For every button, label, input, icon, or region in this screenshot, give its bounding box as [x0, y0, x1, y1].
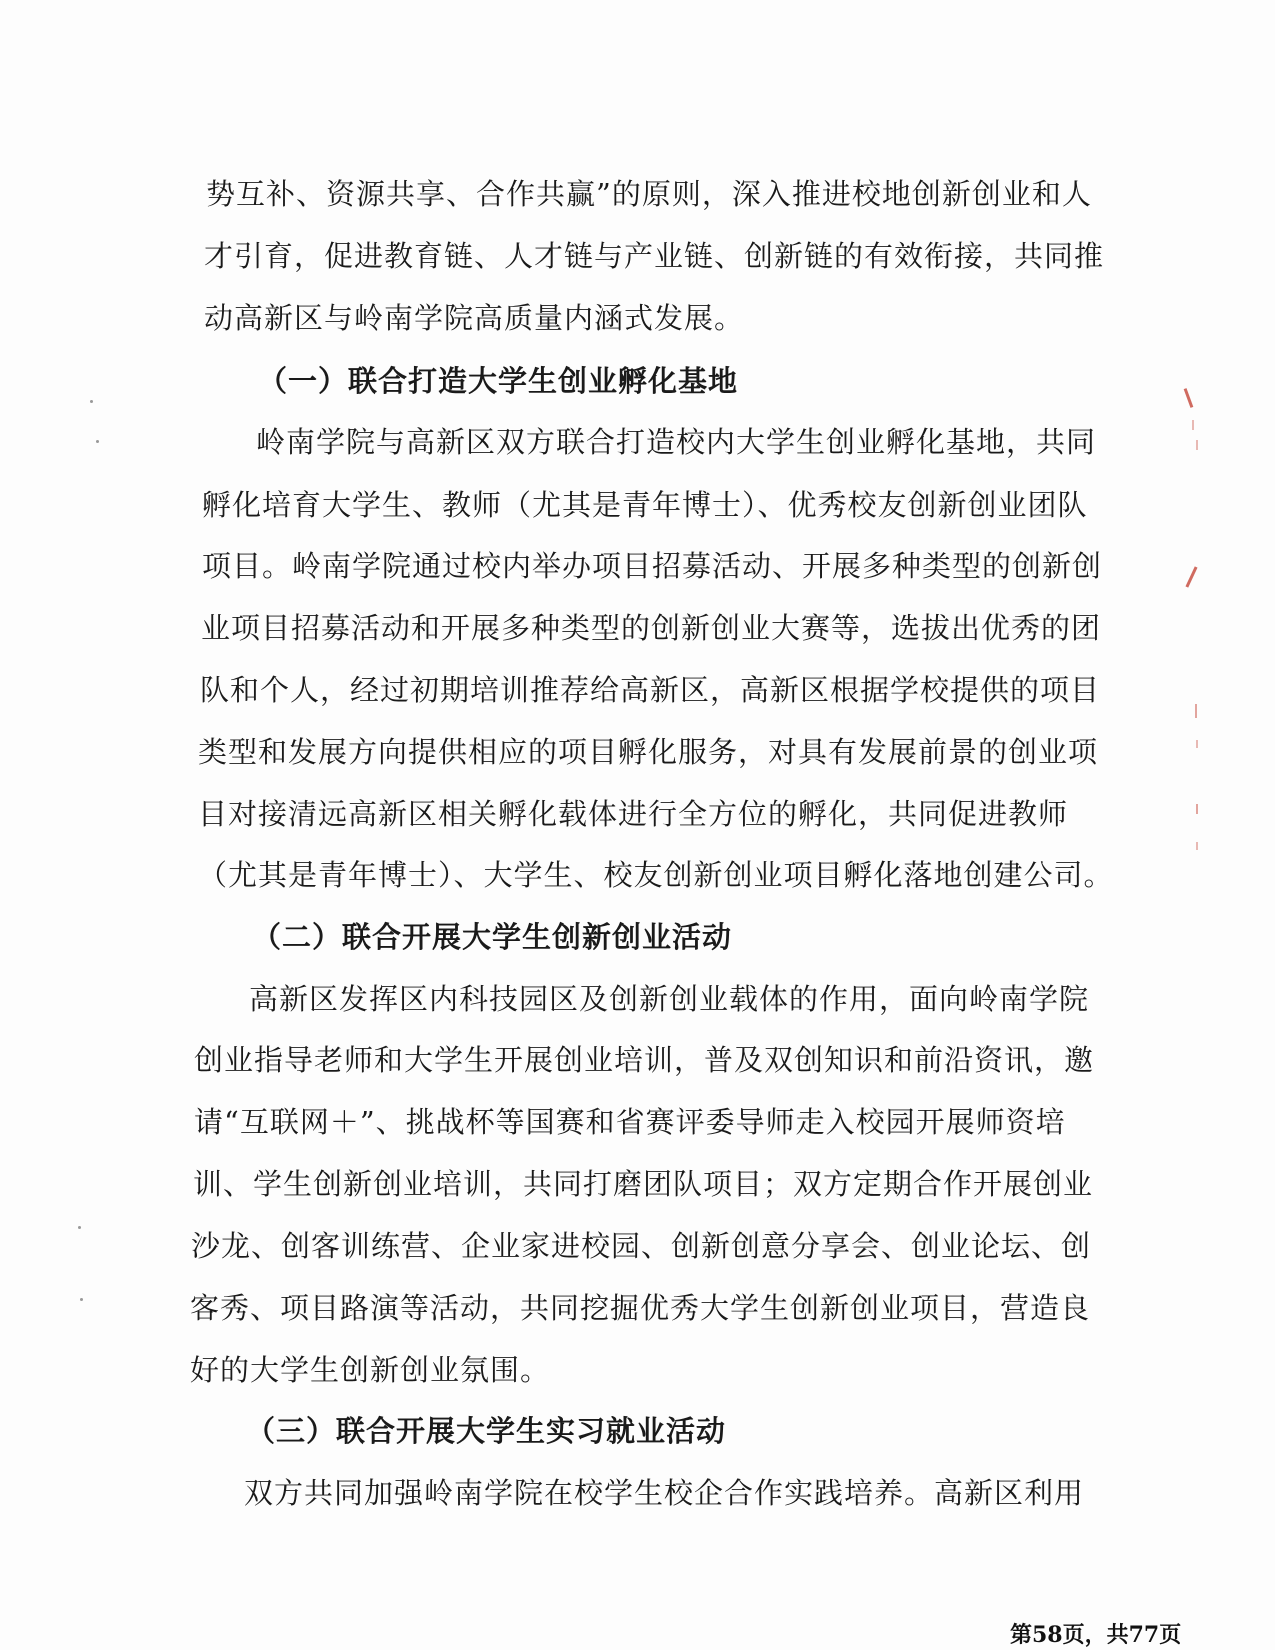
intro-line-1: 势互补、资源共享、合作共赢”的原则，深入推进校地创新创业和人 — [206, 177, 1092, 211]
section-1-line-1: 岭南学院与高新区双方联合打造校内大学生创业孵化基地，共同 — [256, 425, 1097, 459]
section-2-line-6: 客秀、项目路演等活动，共同挖掘优秀大学生创新创业项目，营造良 — [190, 1291, 1091, 1325]
scan-speck — [80, 1298, 83, 1301]
page-number-footer: 第58页，共77页 — [1010, 1622, 1182, 1648]
margin-ink-mark — [1184, 388, 1194, 408]
section-1-line-4: 业项目招募活动和开展多种类型的创新创业大赛等，选拔出优秀的团 — [201, 611, 1102, 645]
section-2-heading: （二）联合开展大学生创新创业活动 — [252, 920, 733, 954]
margin-ink-mark — [1196, 842, 1198, 850]
margin-ink-mark — [1185, 566, 1197, 587]
section-1-line-6: 类型和发展方向提供相应的项目孵化服务，对具有发展前景的创业项 — [198, 735, 1099, 769]
scan-speck — [90, 400, 93, 403]
section-2-line-1: 高新区发挥区内科技园区及创新创业载体的作用，面向岭南学院 — [249, 982, 1090, 1016]
section-2-line-3: 请“互联网＋”、挑战杯等国赛和省赛评委导师走入校园开展师资培 — [194, 1105, 1066, 1139]
intro-line-2: 才引育，促进教育链、人才链与产业链、创新链的有效衔接，共同推 — [204, 239, 1105, 273]
section-2-line-5: 沙龙、创客训练营、企业家进校园、创新创意分享会、创业论坛、创 — [191, 1229, 1092, 1263]
section-2-line-2: 创业指导老师和大学生开展创业培训，普及双创知识和前沿资讯，邀 — [194, 1043, 1095, 1077]
margin-ink-mark — [1196, 804, 1198, 814]
margin-ink-mark — [1196, 740, 1198, 748]
section-1-line-5: 队和个人，经过初期培训推荐给高新区，高新区根据学校提供的项目 — [200, 673, 1101, 707]
margin-ink-mark — [1195, 704, 1197, 718]
scan-speck — [78, 1226, 81, 1229]
section-3-line-1: 双方共同加强岭南学院在校学生校企合作实践培养。高新区利用 — [244, 1476, 1085, 1510]
scan-speck — [96, 440, 99, 443]
section-1-line-3: 项目。岭南学院通过校内举办项目招募活动、开展多种类型的创新创 — [202, 549, 1103, 583]
section-1-line-8: （尤其是青年博士）、大学生、校友创新创业项目孵化落地创建公司。 — [198, 858, 1114, 892]
section-1-line-7: 目对接清远高新区相关孵化载体进行全方位的孵化，共同促进教师 — [198, 797, 1069, 831]
intro-line-3: 动高新区与岭南学院高质量内涵式发展。 — [204, 301, 745, 335]
section-2-line-4: 训、学生创新创业培训，共同打磨团队项目；双方定期合作开展创业 — [193, 1167, 1094, 1201]
section-3-heading: （三）联合开展大学生实习就业活动 — [246, 1414, 727, 1448]
section-2-line-7: 好的大学生创新创业氛围。 — [190, 1353, 551, 1387]
section-1-heading: （一）联合打造大学生创业孵化基地 — [258, 364, 739, 398]
margin-ink-mark — [1192, 420, 1194, 430]
section-1-line-2: 孵化培育大学生、教师（尤其是青年博士）、优秀校友创新创业团队 — [202, 488, 1088, 522]
margin-ink-mark — [1196, 440, 1198, 450]
